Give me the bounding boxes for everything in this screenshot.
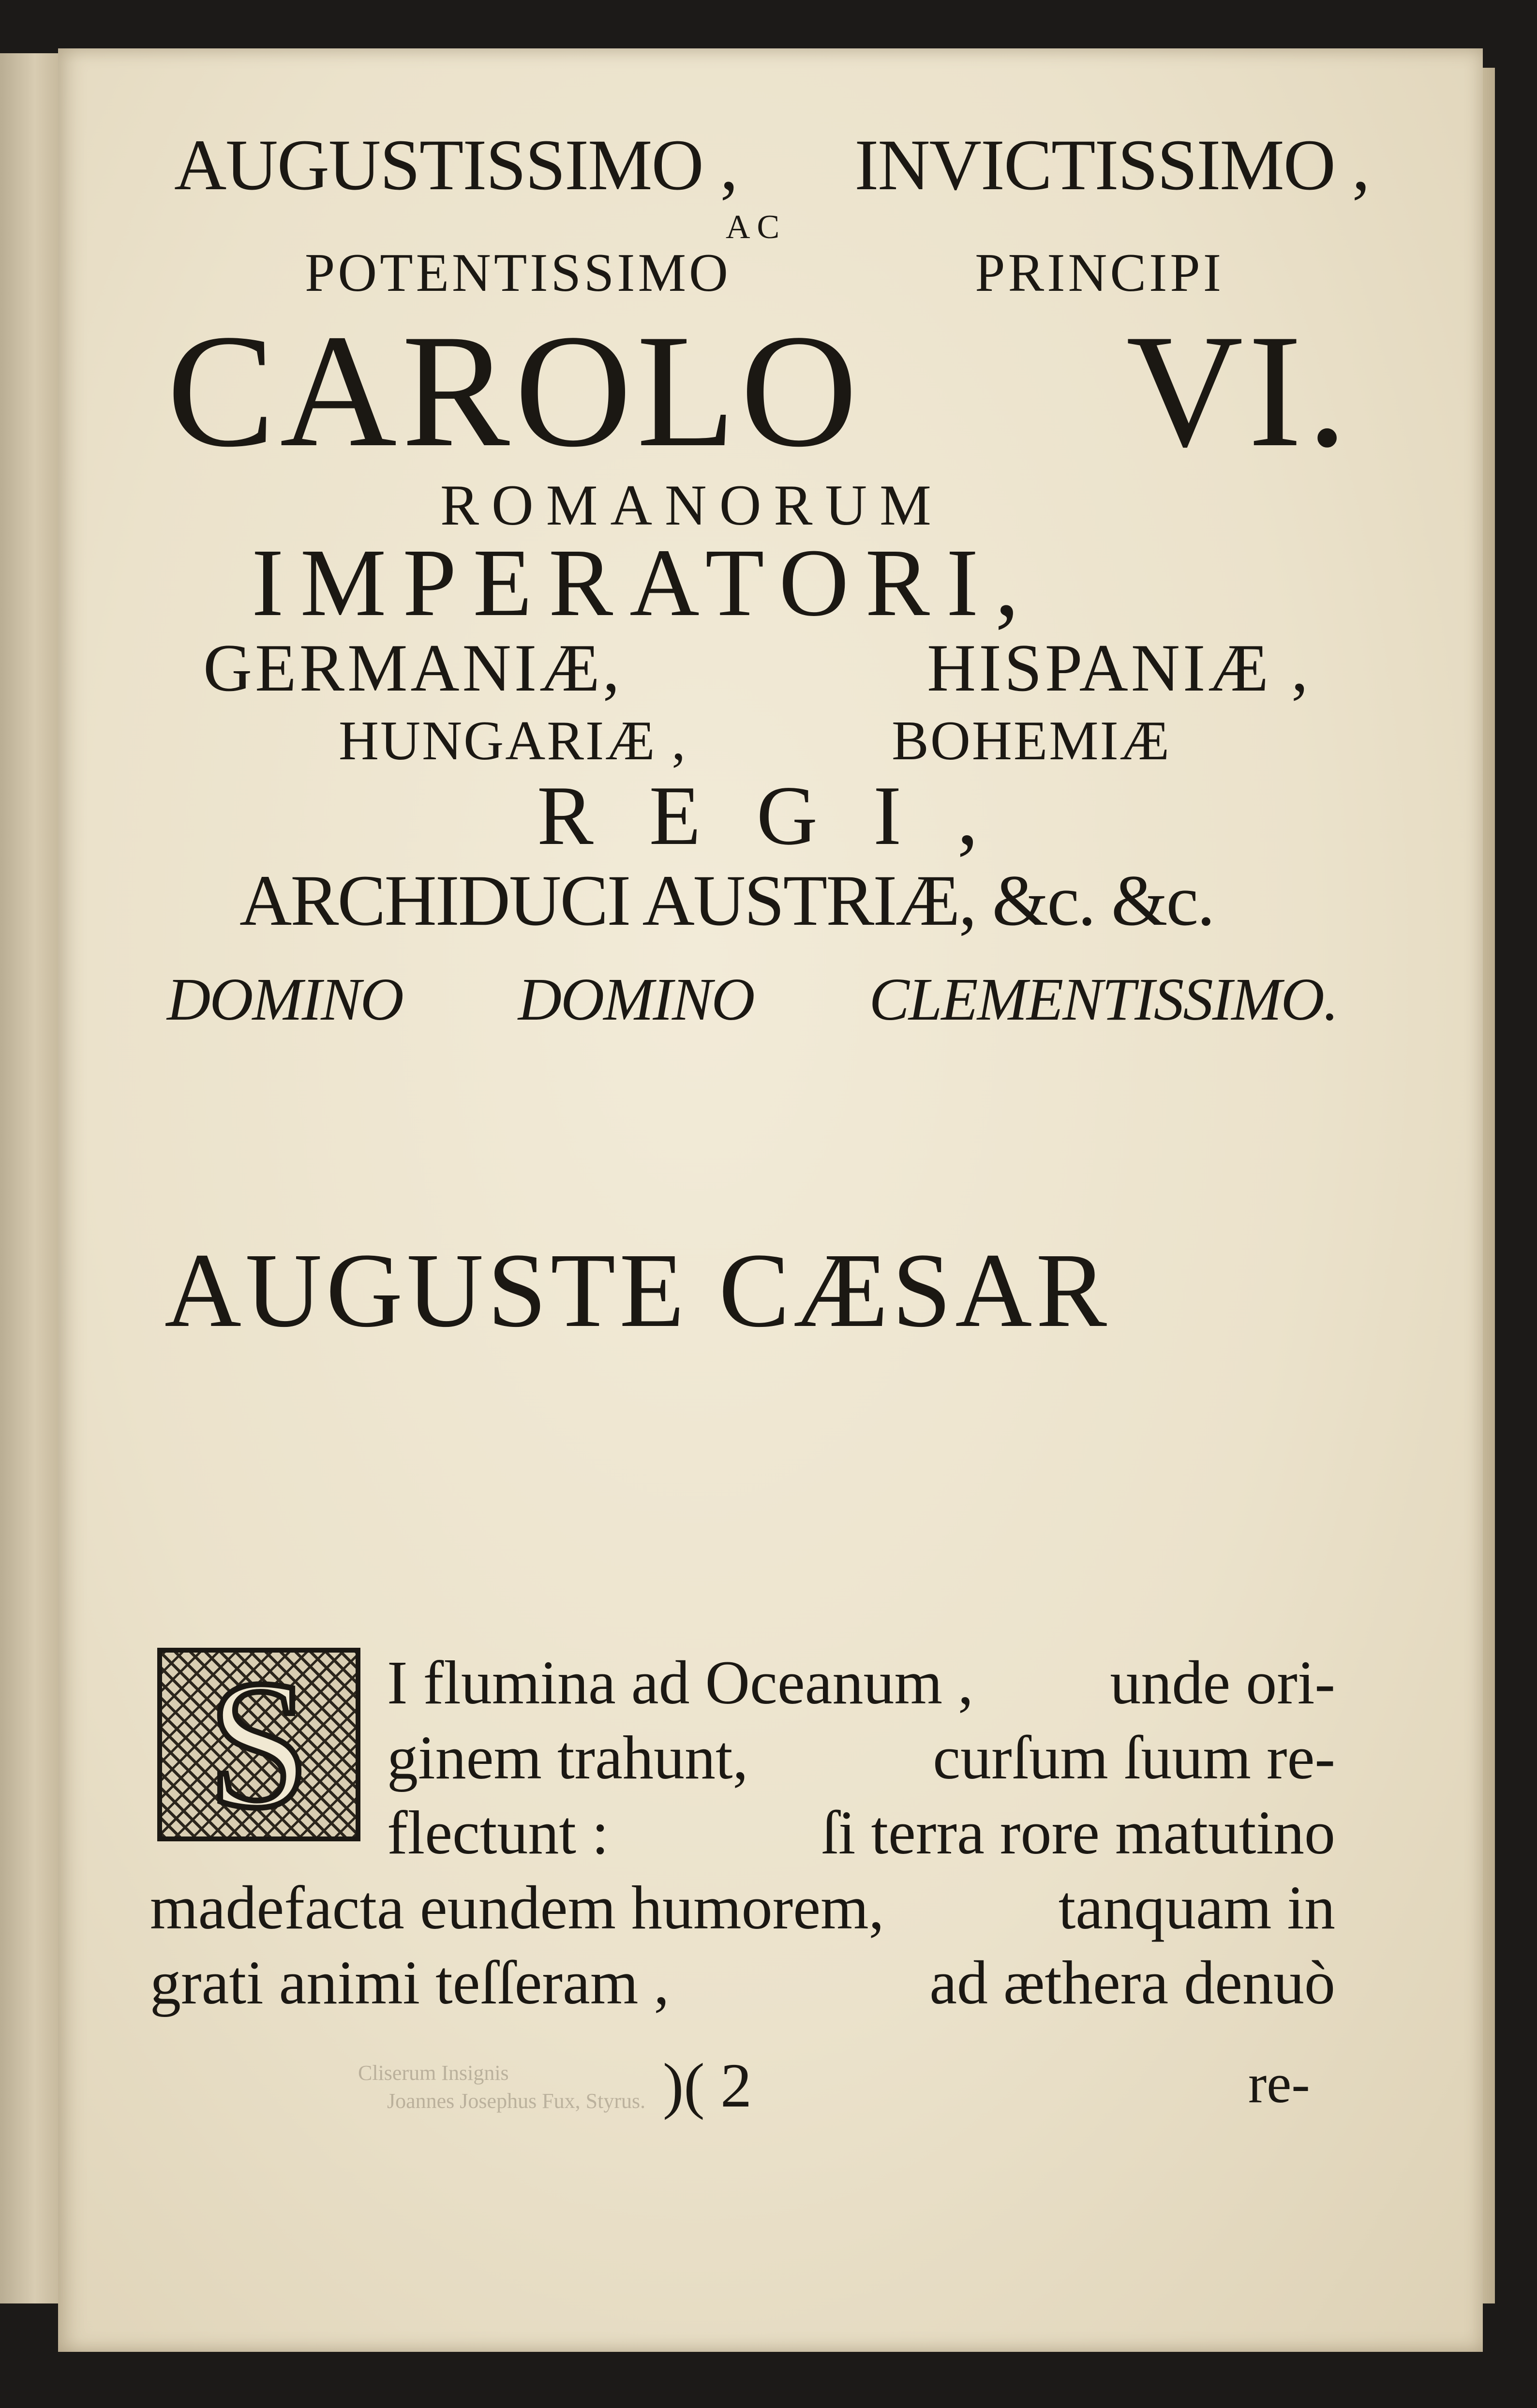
body-text: ad æthera denuò [929,1948,1335,2017]
dedication-word: GERMANIÆ, [203,631,623,706]
emperor-name-numeral: VI. [1126,301,1352,481]
dedication-word: DOMINO [167,966,403,1033]
body-line-3 [387,1795,1335,1870]
body-line-2 [387,1720,1335,1795]
body-text: tanquam in [1058,1873,1335,1942]
left-page-edge [0,53,60,2303]
body-text: grati animi teſſeram , [150,1948,670,2017]
dedication-word: HUNGARIÆ , [339,710,687,771]
initial-letter: S [208,1642,310,1846]
emperor-name-word: CAROLO [167,301,863,481]
dedication-regi: REGI, [537,768,1034,862]
dedication-word: HISPANIÆ , [927,631,1311,706]
body-text: unde ori- [1110,1648,1335,1717]
dedication-line-7 [339,709,1171,773]
stamp-line: Cliserum Insignis [358,2061,509,2085]
emperor-name [167,301,1352,481]
dedication-line-6 [203,629,1311,707]
dedication-line-1 [174,123,1369,207]
salutation-heading: AUGUSTE CÆSAR [164,1231,1111,1349]
faint-stamp [358,2059,645,2115]
dedication-word: CLEMENTISSIMO. [869,966,1338,1033]
dedication-word: PRINCIPI [975,243,1224,303]
dedication-romanorum: ROMANORUM [440,473,944,537]
dedication-domino-line [167,965,1338,1035]
body-line-4 [150,1870,1335,1945]
catchword: re- [1248,2053,1310,2114]
body-text: ginem trahunt, [387,1723,748,1792]
dedication-word: POTENTISSIMO [305,243,731,303]
body-text: madefacta eundem humorem, [150,1873,884,1942]
dedication-imperatori: IMPERATORI, [252,529,1036,636]
body-line-1 [387,1645,1335,1720]
body-text: flectunt : [387,1798,609,1867]
signature-mark: )( 2 [663,2051,752,2121]
dedication-word: AUGUSTISSIMO , [174,125,737,205]
body-line-5 [150,1945,1335,2020]
dedication-archiduci: ARCHIDUCI AUSTRIÆ, &c. &c. [239,860,1214,941]
body-text: ſi terra rore matutino [821,1798,1335,1867]
body-text: I flumina ad Oceanum , [387,1648,973,1717]
dedication-word: BOHEMIÆ [892,710,1171,771]
body-text: curſum ſuum re- [933,1723,1335,1792]
dedication-line-2 [305,242,1224,304]
dedication-ac: AC [726,209,787,246]
dedication-word: DOMINO [518,966,754,1033]
dedication-word: INVICTISSIMO , [854,125,1369,205]
stamp-line: Joannes Josephus Fux, Styrus. [387,2089,646,2113]
decorated-initial [157,1642,360,1846]
